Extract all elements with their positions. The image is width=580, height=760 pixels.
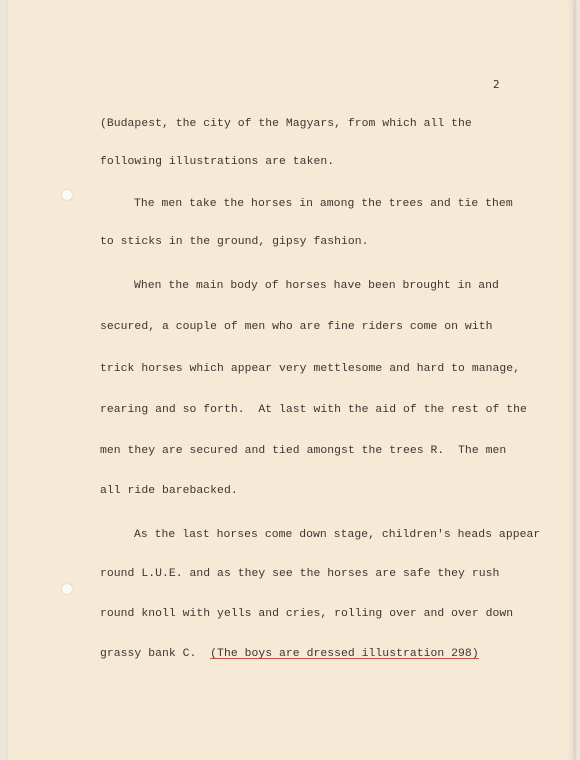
- text-line: following illustrations are taken.: [100, 156, 335, 168]
- text-line: trick horses which appear very mettlesome and hard to manage,: [100, 363, 521, 375]
- text-line: (Budapest, the city of the Magyars, from which all the: [100, 118, 472, 130]
- punch-hole-bottom: [62, 584, 72, 594]
- text-line: men they are secured and tied amongst the trees R. The men: [100, 445, 507, 457]
- text-line: all ride barebacked.: [100, 485, 238, 497]
- punch-hole-top: [62, 190, 72, 200]
- page-number: 2: [493, 78, 500, 91]
- text-line: As the last horses come down stage, children's heads appear: [134, 529, 541, 541]
- last-line-prefix: grassy bank C.: [100, 648, 211, 660]
- underlined-note: (The boys are dressed illustration 298): [210, 648, 479, 660]
- text-line: round L.U.E. and as they see the horses are safe they rush: [100, 568, 500, 580]
- text-line: secured, a couple of men who are fine riders come on with: [100, 321, 493, 333]
- typewritten-page: [8, 0, 574, 760]
- text-line: rearing and so forth. At last with the aid of the rest of the: [100, 404, 527, 416]
- text-line: The men take the horses in among the trees and tie them: [134, 198, 513, 210]
- text-line-last: [100, 648, 479, 660]
- text-line: When the main body of horses have been brought in and: [134, 280, 499, 292]
- text-line: to sticks in the ground, gipsy fashion.: [100, 236, 369, 248]
- text-line: round knoll with yells and cries, rolling over and over down: [100, 608, 514, 620]
